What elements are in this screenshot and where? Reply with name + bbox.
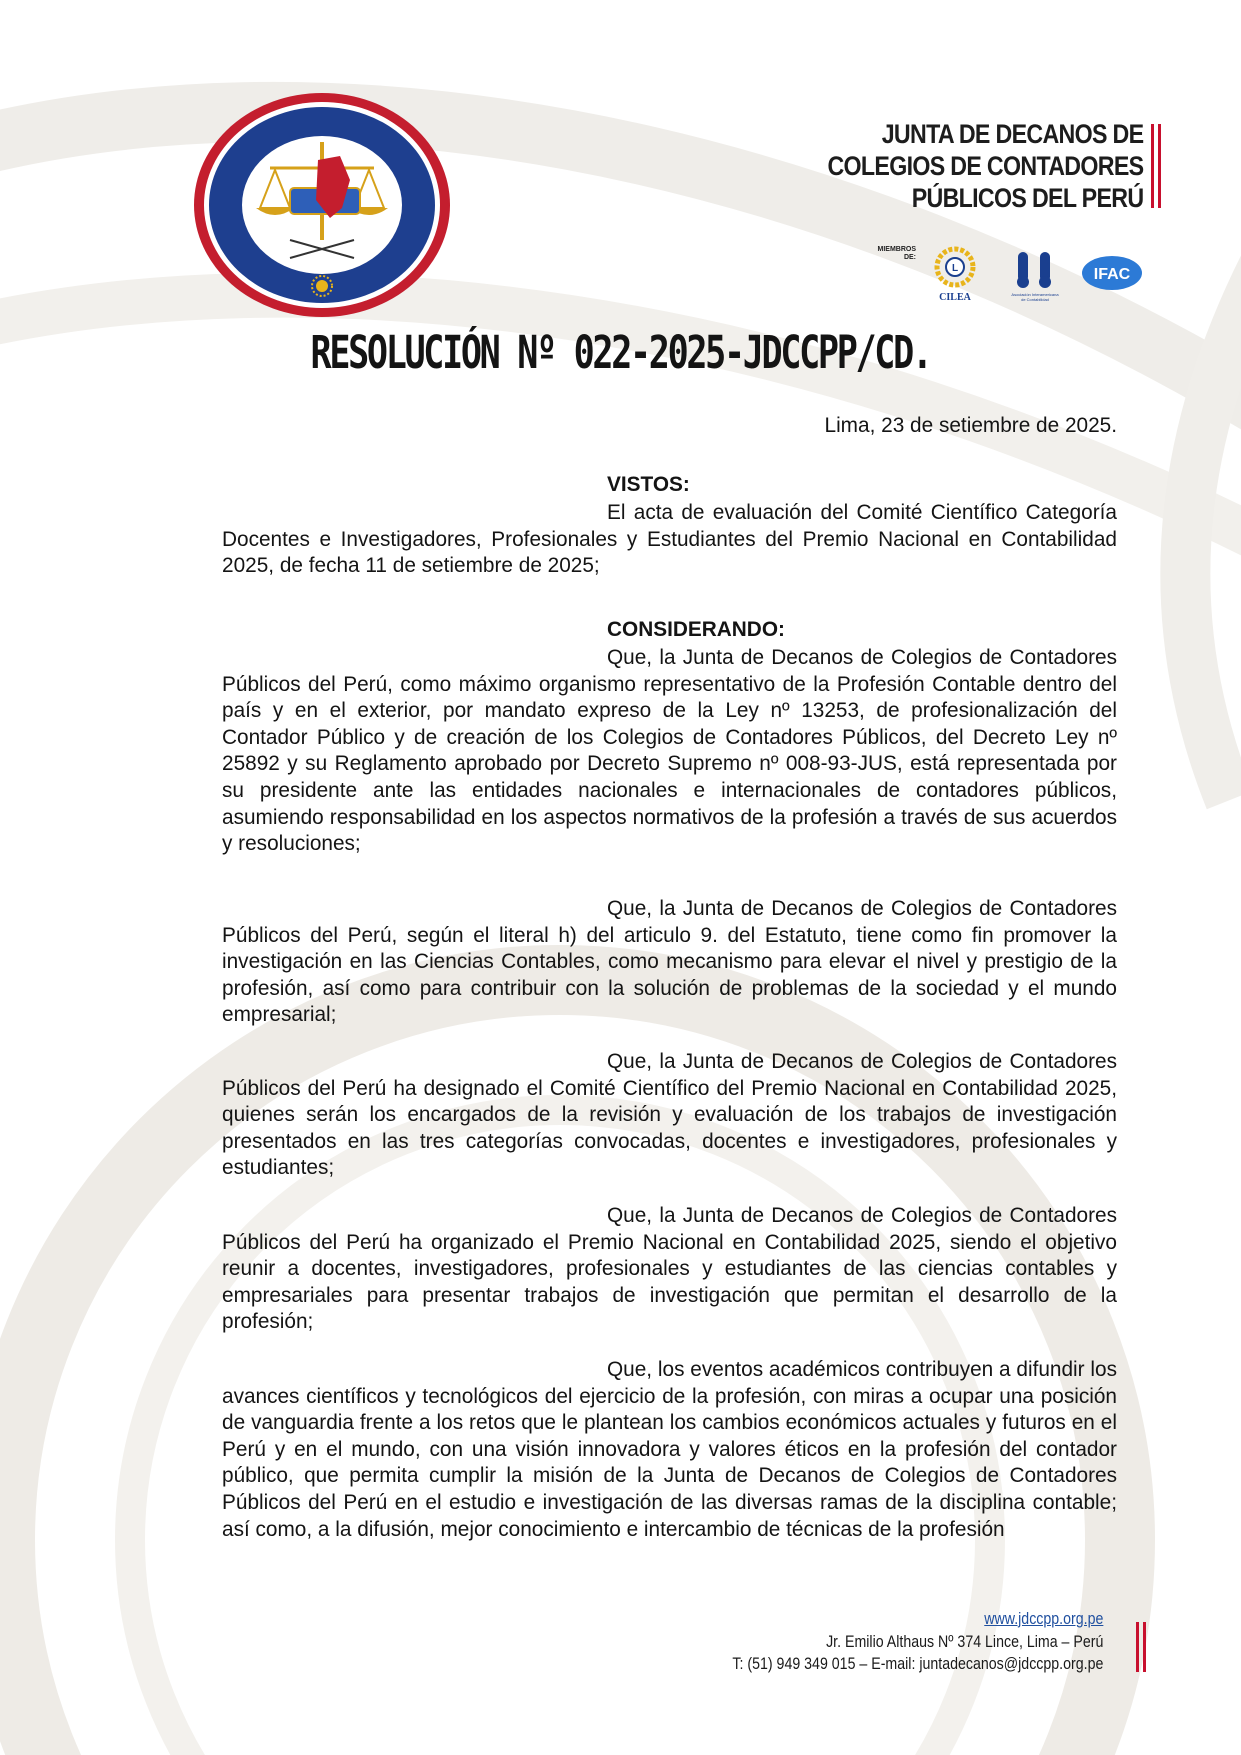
considerando-paragraph: Que, la Junta de Decanos de Colegios de Contadores Públicos del Perú, como máximo organismo representativo de la Profesión Contable dentro del país y en el exterior, por mandato expreso de la Ley nº 13253, de profesionalización del Contador Público y de creación de los Colegios de Contadores Públicos, del Decreto Ley nº 25892 y su Reglamento aprobado por Decreto Supremo nº 008-93-JUS, está representada por su presidente ante las entidades nacionales e internacionales de contadores públicos, asumiendo responsabilidad en los aspectos normativos de la profesión a través de sus acuerdos y resoluciones; <box>222 646 1117 856</box>
footer-website-link[interactable]: www.jdccpp.org.pe <box>983 1610 1103 1628</box>
considerando-heading: CONSIDERANDO: <box>607 618 785 641</box>
resolution-title: RESOLUCIÓN Nº 022-2025-JDCCPP/CD. <box>310 326 931 379</box>
footer-red-bars <box>1136 1622 1146 1672</box>
organization-name-line: COLEGIOS DE CONTADORES <box>827 151 1143 181</box>
organization-seal-logo <box>190 90 454 320</box>
cilea-logo-label: CILEA <box>939 292 971 303</box>
members-label-line: DE: <box>903 254 916 261</box>
organization-name-line: JUNTA DE DECANOS DE <box>881 119 1143 149</box>
considerando-paragraph: Que, la Junta de Decanos de Colegios de Contadores Públicos del Perú ha designado el Comité Científico del Premio Nacional en Contabilidad 2025, quienes serán los encargados de la revisión y evaluación de los trabajos de investigación presentados en las tres categorías convocadas, docentes e investigadores, profesionales y estudiantes; <box>222 1050 1117 1180</box>
footer-address: Jr. Emilio Althaus Nº 374 Lince, Lima – Perú <box>825 1632 1103 1651</box>
aic-logo-label: Asociación Interamericana de Contabilidad <box>1011 292 1059 302</box>
vistos-heading: VISTOS: <box>607 473 690 496</box>
members-label-line: MIEMBROS <box>877 246 916 253</box>
svg-text:L: L <box>952 263 959 274</box>
organization-name <box>827 118 1143 214</box>
footer-contact: T: (51) 949 349 015 – E-mail: juntadecanos@jdccpp.org.pe <box>732 1655 1103 1673</box>
document-date: Lima, 23 de setiembre de 2025. <box>824 414 1117 437</box>
considerando-paragraph: Que, la Junta de Decanos de Colegios de Contadores Públicos del Perú ha organizado el Premio Nacional en Contabilidad 2025, siendo el objetivo reunir a docentes, investigadores, profesionales y estudiantes de las ciencias contables y empresariales para presentar trabajos de investigación que permitan el desarrollo de la profesión; <box>222 1204 1117 1334</box>
page-footer <box>732 1608 1103 1676</box>
header-red-bars <box>1151 124 1161 208</box>
considerando-paragraph: Que, la Junta de Decanos de Colegios de Contadores Públicos del Perú, según el literal h) del articulo 9. del Estatuto, tiene como fin promover la investigación en las Ciencias Contables, como mecanismo para elevar el nivel y prestigio de la profesión, así como para contribuir con la solución de problemas de la sociedad y el mundo empresarial; <box>222 897 1117 1027</box>
ifac-logo-text: IFAC <box>1093 266 1131 283</box>
ifac-logo-icon <box>1080 254 1144 292</box>
vistos-paragraph: El acta de evaluación del Comité Científico Categoría Docentes e Investigadores, Profesionales y Estudiantes del Premio Nacional en Contabilidad 2025, de fecha 11 de setiembre de 2025; <box>222 501 1117 578</box>
considerando-paragraph: Que, los eventos académicos contribuyen a difundir los avances científicos y tecnológicos del ejercicio de la profesión, con miras a ocupar una posición de vanguardia frente a los retos que le plantean los cambios económicos actuales y futuros en el Perú y en el mundo, con una visión innovadora y valores éticos en la profesión del contador público, que permita cumplir la misión de la Junta de Decanos de Colegios de Contadores Públicos del Perú en el estudio e investigación de las diversas ramas de la disciplina contable; así como, a la difusión, mejor conocimiento e intercambio de técnicas de la profesión <box>222 1358 1117 1541</box>
organization-name-line: PÚBLICOS DEL PERÚ <box>911 183 1143 213</box>
members-label <box>870 246 916 262</box>
